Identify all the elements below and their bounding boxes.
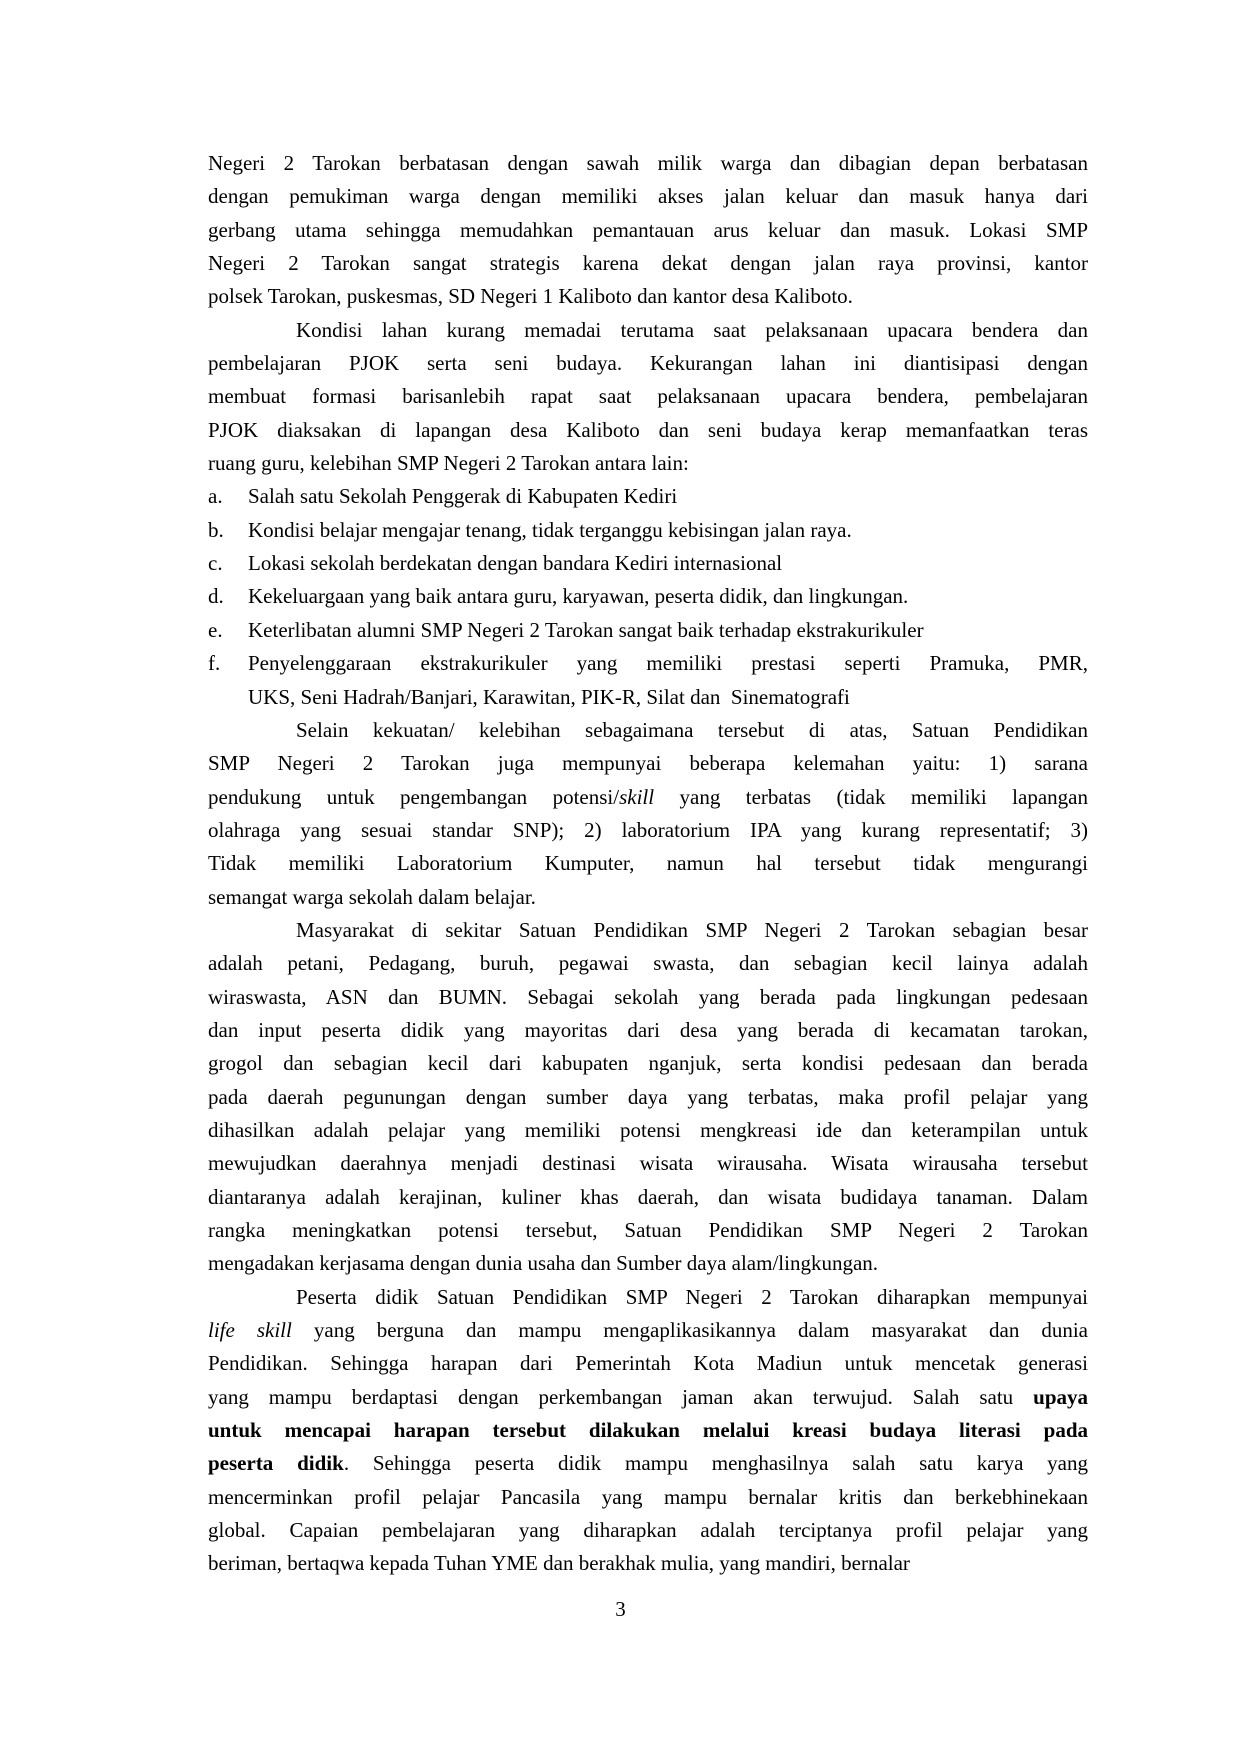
text-line	[208, 314, 1088, 347]
text-run: Salah satu Sekolah Penggerak di Kabupaten Kediri	[248, 484, 678, 509]
list-item-text	[248, 547, 1088, 580]
text-content	[208, 147, 1088, 1581]
paragraph	[208, 147, 1088, 314]
text-line	[208, 414, 1088, 447]
text-line	[248, 614, 1088, 647]
text-line	[208, 1414, 1088, 1447]
text-run: yang berguna dan mampu mengaplikasikannya dalam masyarakat dan dunia	[291, 1318, 1089, 1343]
bold-text-run: peserta didik	[208, 1451, 344, 1476]
paragraph	[208, 314, 1088, 481]
text-line	[208, 280, 1088, 313]
text-run: dengan pemukiman warga dengan memiliki akses jalan keluar dan masuk hanya dari	[208, 184, 1088, 209]
text-run: semangat warga sekolah dalam belajar.	[208, 884, 536, 909]
text-line	[208, 1347, 1088, 1380]
text-line	[208, 881, 1088, 914]
text-run: . Sehingga peserta didik mampu menghasilnya salah satu karya yang	[343, 1451, 1088, 1476]
text-line	[208, 847, 1088, 880]
text-run: mengadakan kerjasama dengan dunia usaha dan Sumber daya alam/lingkungan.	[208, 1251, 879, 1276]
text-line	[248, 547, 1088, 580]
list-marker: d.	[208, 584, 224, 609]
text-line	[208, 1181, 1088, 1214]
text-line	[208, 1114, 1088, 1147]
text-line	[208, 914, 1088, 947]
text-line	[208, 1547, 1088, 1580]
text-run: adalah petani, Pedagang, buruh, pegawai swasta, dan sebagian kecil lainya adalah	[208, 951, 1088, 976]
text-run: Penyelenggaraan ekstrakurikuler yang memiliki prestasi seperti Pramuka, PMR,	[248, 651, 1088, 676]
list-item-text	[248, 514, 1088, 547]
italic-text-run: life skill	[208, 1318, 292, 1343]
list-item-text	[248, 614, 1088, 647]
text-line	[208, 1381, 1088, 1414]
text-line	[208, 947, 1088, 980]
text-line	[208, 447, 1088, 480]
list-item	[208, 547, 1088, 580]
text-run: beriman, bertaqwa kepada Tuhan YME dan berakhak mulia, yang mandiri, bernalar	[208, 1551, 910, 1576]
text-run: PJOK diaksakan di lapangan desa Kaliboto dan seni budaya kerap memanfaatkan teras	[208, 417, 1088, 442]
text-run: Negeri 2 Tarokan berbatasan dengan sawah milik warga dan dibagian depan berbatasan	[208, 151, 1088, 175]
text-run: Tidak memiliki Laboratorium Kumputer, namun hal tersebut tidak mengurangi	[208, 851, 1088, 876]
text-run: grogol dan sebagian kecil dari kabupaten nganjuk, serta kondisi pedesaan dan berada	[208, 1051, 1088, 1076]
text-run: membuat formasi barisanlebih rapat saat pelaksanaan upacara bendera, pembelajaran	[208, 384, 1088, 409]
text-run: Keterlibatan alumni SMP Negeri 2 Tarokan sangat baik terhadap ekstrakurikuler	[248, 617, 924, 642]
text-line	[208, 147, 1088, 180]
text-run: SMP Negeri 2 Tarokan juga mempunyai beberapa kelemahan yaitu: 1) sarana	[208, 751, 1088, 776]
text-line	[208, 214, 1088, 247]
text-run: global. Capaian pembelajaran yang diharapkan adalah terciptanya profil pelajar yang	[208, 1518, 1088, 1543]
text-run: pada daerah pegunungan dengan sumber daya yang terbatas, maka profil pelajar yang	[208, 1084, 1088, 1109]
list-marker: c.	[208, 551, 223, 576]
text-line	[208, 347, 1088, 380]
paragraph	[208, 714, 1088, 914]
text-run: Kondisi belajar mengajar tenang, tidak terganggu kebisingan jalan raya.	[248, 517, 852, 542]
text-run: olahraga yang sesuai standar SNP); 2) laboratorium IPA yang kurang representatif; 3)	[208, 817, 1088, 842]
page-number: 3	[615, 1597, 626, 1621]
list-item	[208, 580, 1088, 613]
text-run: mencerminkan profil pelajar Pancasila yang mampu bernalar kritis dan berkebhinekaan	[208, 1484, 1088, 1509]
text-line	[208, 1281, 1088, 1314]
text-line	[208, 981, 1088, 1014]
text-run: yang terbatas (tidak memiliki lapangan	[654, 784, 1088, 809]
bold-text-run: untuk mencapai harapan tersebut dilakukan melalui kreasi budaya literasi pada	[208, 1418, 1088, 1443]
text-run: Selain kekuatan/ kelebihan sebagaimana tersebut di atas, Satuan Pendidikan	[296, 717, 1088, 742]
text-run: diantaranya adalah kerajinan, kuliner khas daerah, dan wisata budidaya tanaman. Dalam	[208, 1184, 1088, 1209]
text-run: gerbang utama sehingga memudahkan pemantauan arus keluar dan masuk. Lokasi SMP	[208, 217, 1088, 242]
list-item-text	[248, 480, 1088, 513]
text-run: rangka meningkatkan potensi tersebut, Satuan Pendidikan SMP Negeri 2 Tarokan	[208, 1218, 1088, 1242]
text-run: Negeri 2 Tarokan sangat strategis karena dekat dengan jalan raya provinsi, kantor	[208, 251, 1088, 276]
text-line	[208, 814, 1088, 847]
paragraph	[208, 1281, 1088, 1581]
text-run: pembelajaran PJOK serta seni budaya. Kekurangan lahan ini diantisipasi dengan	[208, 351, 1088, 376]
text-run: yang mampu berdaptasi dengan perkembangan jaman akan terwujud. Salah satu	[208, 1384, 1034, 1409]
text-run: Kekeluargaan yang baik antara guru, karyawan, peserta didik, dan lingkungan.	[248, 584, 909, 609]
text-line	[208, 247, 1088, 280]
list-marker: b.	[208, 517, 224, 542]
text-line	[208, 747, 1088, 780]
text-run: polsek Tarokan, puskesmas, SD Negeri 1 Kaliboto dan kantor desa Kaliboto.	[208, 284, 853, 309]
text-run: Masyarakat di sekitar Satuan Pendidikan SMP Negeri 2 Tarokan sebagian besar	[296, 917, 1088, 942]
text-run: Peserta didik Satuan Pendidikan SMP Negeri 2 Tarokan diharapkan mempunyai	[296, 1284, 1088, 1309]
text-run: Pendidikan. Sehingga harapan dari Pemerintah Kota Madiun untuk mencetak generasi	[208, 1351, 1088, 1376]
text-line	[248, 681, 1088, 714]
list-item	[208, 614, 1088, 647]
text-line	[208, 1481, 1088, 1514]
text-run: Kondisi lahan kurang memadai terutama saat pelaksanaan upacara bendera dan	[296, 317, 1088, 342]
list-marker: f.	[208, 651, 221, 676]
list-item-text	[248, 647, 1088, 714]
text-run: ruang guru, kelebihan SMP Negeri 2 Tarokan antara lain:	[208, 451, 689, 476]
paragraph	[208, 914, 1088, 1281]
text-line	[208, 1447, 1088, 1480]
italic-text-run: skill	[619, 784, 655, 809]
bold-text-run: upaya	[1033, 1384, 1088, 1409]
text-run: mewujudkan daerahnya menjadi destinasi wisata wirausaha. Wisata wirausaha tersebut	[208, 1151, 1088, 1176]
text-run: dihasilkan adalah pelajar yang memiliki potensi mengkreasi ide dan keterampilan untuk	[208, 1117, 1088, 1142]
text-run: UKS, Seni Hadrah/Banjari, Karawitan, PIK-R, Silat dan Sinematografi	[248, 684, 850, 709]
text-run: wiraswasta, ASN dan BUMN. Sebagai sekolah yang berada pada lingkungan pedesaan	[208, 984, 1088, 1009]
list-item	[208, 514, 1088, 547]
text-line	[248, 580, 1088, 613]
list-marker: a.	[208, 484, 223, 509]
text-run: pendukung untuk pengembangan potensi/	[208, 784, 620, 809]
list-item	[208, 480, 1088, 513]
text-line	[208, 180, 1088, 213]
text-line	[208, 1314, 1088, 1347]
text-line	[208, 380, 1088, 413]
list-item-text	[248, 580, 1088, 613]
text-line	[208, 1247, 1088, 1280]
text-run: Lokasi sekolah berdekatan dengan bandara Kediri internasional	[248, 551, 783, 576]
text-line	[248, 514, 1088, 547]
text-line	[208, 781, 1088, 814]
list-item	[208, 647, 1088, 714]
text-line	[208, 1047, 1088, 1080]
list-marker: e.	[208, 617, 223, 642]
text-line	[208, 1514, 1088, 1547]
text-line	[208, 1214, 1088, 1247]
text-line	[208, 1147, 1088, 1180]
text-line	[248, 647, 1088, 680]
text-line	[208, 714, 1088, 747]
text-line	[208, 1014, 1088, 1047]
text-run: dan input peserta didik yang mayoritas dari desa yang berada di kecamatan tarokan,	[208, 1017, 1088, 1042]
text-line	[208, 1081, 1088, 1114]
text-line	[248, 480, 1088, 513]
